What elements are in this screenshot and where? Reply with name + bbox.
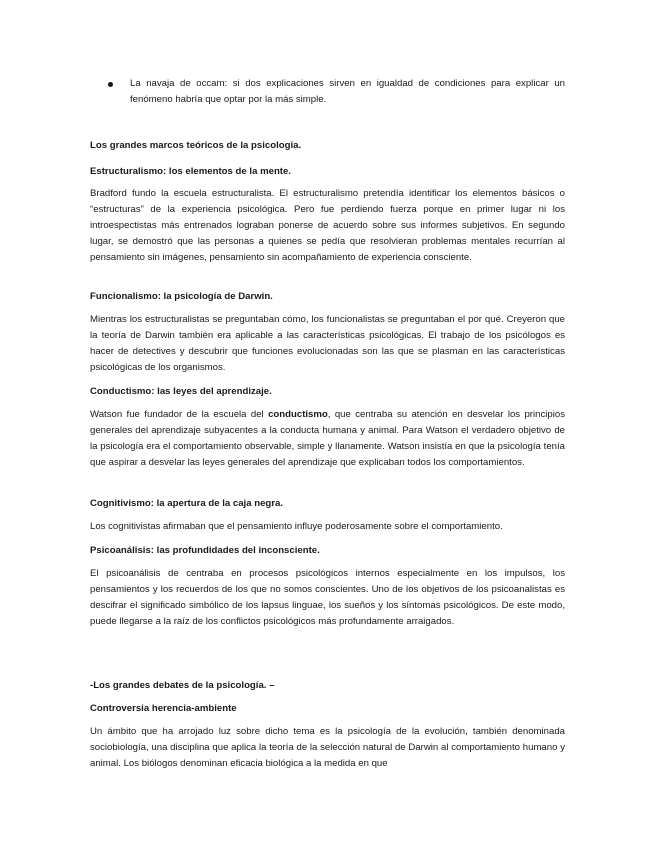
- bullet-item: [130, 76, 565, 108]
- heading-grandes-debates: -Los grandes debates de la psicología. –: [90, 680, 275, 691]
- bullet-dot-icon: [108, 82, 113, 87]
- heading-funcionalismo: Funcionalismo: la psicología de Darwin.: [90, 291, 273, 302]
- heading-psicoanalisis: Psicoanálisis: las profundidades del inconsciente.: [90, 545, 320, 556]
- heading-estructuralismo: Estructuralismo: los elementos de la mente.: [90, 166, 291, 177]
- paragraph-controversia: Un ámbito que ha arrojado luz sobre dicho tema es la psicología de la evolución, también denominada sociobiología, una disciplina que aplica la teoría de la selección natural de Darwin al comportamiento humano y animal. Los biólogos denominan eficacia biológica a la medida en que: [90, 726, 565, 769]
- heading-cognitivismo: Cognitivismo: la apertura de la caja negra.: [90, 498, 283, 509]
- paragraph-cognitivismo: Los cognitivistas afirmaban que el pensamiento influye poderosamente sobre el comportamiento.: [90, 521, 503, 532]
- heading-controversia: Controversia herencia-ambiente: [90, 703, 237, 714]
- paragraph-funcionalismo: Mientras los estructuralistas se preguntaban cómo, los funcionalistas se preguntaban el por qué. Creyeron que la teoría de Darwin también era aplicable a las características psicológicas. El trabajo de los psicólogos es hacer de detectives y descubrir que funciones evolucionadas son las que se plasman en las características psicológicas de los organismos.: [90, 314, 565, 373]
- paragraph-estructuralismo: Bradford fundo la escuela estructuralista. El estructuralismo pretendía identificar los elementos básicos o “estructuras” de la experiencia psicológica. Pero fue perdiendo fuerza porque en primer lugar ni los introespectistas más entrenados lograban ponerse de acuerdo sobre sus informes subjetivos. En segundo lugar, se demostró que las personas a quienes se pedía que resolvieran problemas mentales recurrían al pensamiento sin imágenes, pensamiento sin acompañamiento de experiencia consciente.: [90, 188, 565, 263]
- bullet-text: La navaja de occam: si dos explicaciones sirven en igualdad de condiciones para explicar un fenómeno habría que optar por la más simple.: [130, 78, 565, 105]
- heading-marcos-teoricos: Los grandes marcos teóricos de la psicología.: [90, 140, 302, 151]
- heading-conductismo: Conductismo: las leyes del aprendizaje.: [90, 386, 272, 397]
- paragraph-psicoanalisis: El psicoanálisis de centraba en procesos psicológicos internos especialmente en los impulsos, los pensamientos y los recuerdos de los que no somos conscientes. Uno de los objetivos de los psicoanalistas es descifrar el significado simbólico de los lapsus linguae, los sueños y los síntomas psicológicos. De este modo, puede llegarse a la raíz de los conflictos psicológicos más profundamente arraigados.: [90, 568, 565, 627]
- paragraph-conductismo: Watson fue fundador de la escuela del conductismo, que centraba su atención en desvelar los principios generales del aprendizaje subyacentes a la conducta humana y animal. Para Watson el verdadero objetivo de la psicología era el comportamiento observable, simple y llanamente. Watson insistía en que la psicología tenía que aspirar a desvelar las leyes generales del aprendizaje que explicaban todos los comportamientos.: [90, 409, 565, 468]
- conductismo-bold-term: conductismo: [268, 409, 328, 420]
